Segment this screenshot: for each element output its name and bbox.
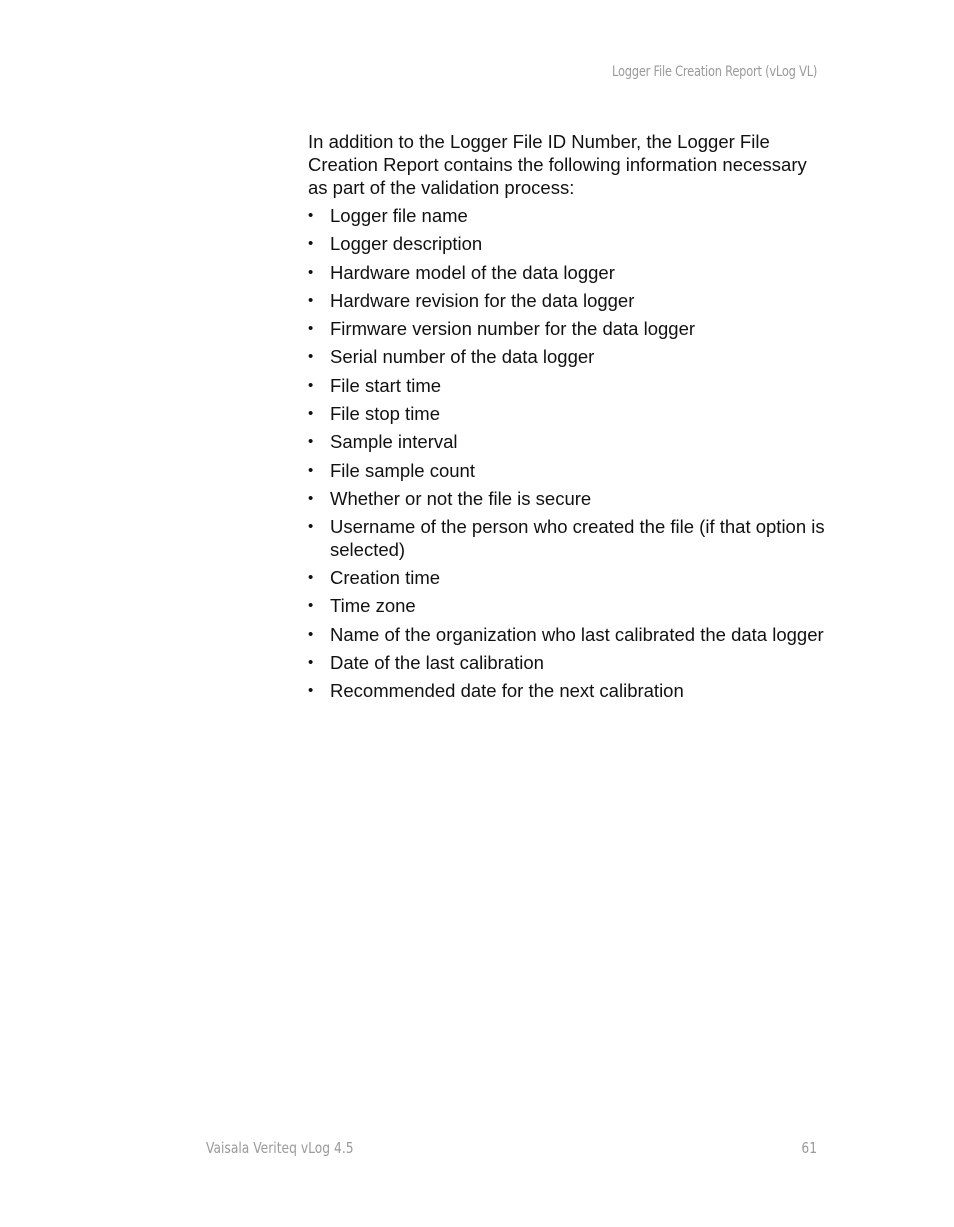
list-item-text: Sample interval xyxy=(330,431,458,453)
list-item xyxy=(308,624,828,647)
list-item-text: Hardware model of the data logger xyxy=(330,261,615,283)
list-item xyxy=(308,680,828,703)
bullet-icon: • xyxy=(308,207,314,224)
list-item xyxy=(308,205,828,228)
list-item-text: Logger description xyxy=(330,233,483,255)
list-item-text: File sample count xyxy=(330,459,475,481)
information-list xyxy=(308,205,828,703)
list-item xyxy=(308,652,828,675)
list-item-text: File start time xyxy=(330,374,442,396)
list-item xyxy=(308,346,828,369)
list-item-text: File stop time xyxy=(330,403,441,425)
intro-paragraph: In addition to the Logger File ID Number, the Logger File Creation Report contains the following information necessary as part of the validation process: xyxy=(308,131,807,198)
list-item-text: Serial number of the data logger xyxy=(330,346,595,368)
bullet-icon: • xyxy=(308,291,314,309)
bullet-icon: • xyxy=(308,489,314,507)
bullet-icon: • xyxy=(308,569,314,587)
list-item xyxy=(308,431,828,454)
main-content xyxy=(308,130,828,709)
list-item xyxy=(308,488,828,511)
bullet-icon: • xyxy=(308,263,314,281)
list-item-text: Time zone xyxy=(330,595,416,617)
bullet-icon: • xyxy=(308,433,314,451)
list-item-text: Logger file name xyxy=(330,205,468,226)
footer-page-number: 61 xyxy=(801,1139,817,1157)
list-item-text: Whether or not the file is secure xyxy=(330,487,592,509)
list-item xyxy=(308,375,828,398)
list-item xyxy=(308,233,828,256)
bullet-icon: • xyxy=(308,682,314,700)
bullet-icon: • xyxy=(308,235,314,253)
bullet-icon: • xyxy=(308,518,314,536)
bullet-icon: • xyxy=(308,320,314,338)
list-item-text: Username of the person who created the file (if that option is selected) xyxy=(330,516,825,560)
list-item-text: Name of the organization who last calibrated the data logger xyxy=(330,623,824,645)
bullet-icon: • xyxy=(308,461,314,479)
list-item-text: Firmware version number for the data logger xyxy=(330,318,696,340)
bullet-icon: • xyxy=(308,625,314,643)
bullet-icon: • xyxy=(308,405,314,423)
bullet-icon: • xyxy=(308,348,314,366)
list-item xyxy=(308,318,828,341)
list-item-text: Recommended date for the next calibration xyxy=(330,680,684,702)
list-item xyxy=(308,460,828,483)
list-item xyxy=(308,567,828,590)
bullet-icon: • xyxy=(308,376,314,394)
list-item xyxy=(308,403,828,426)
bullet-icon: • xyxy=(308,653,314,671)
list-item-text: Creation time xyxy=(330,567,441,589)
list-item xyxy=(308,516,828,561)
list-item xyxy=(308,262,828,285)
bullet-icon: • xyxy=(308,597,314,615)
footer-product-name: Vaisala Veriteq vLog 4.5 xyxy=(206,1139,354,1157)
list-item-text: Date of the last calibration xyxy=(330,651,544,673)
list-item xyxy=(308,595,828,618)
running-header: Logger File Creation Report (vLog VL) xyxy=(611,64,817,80)
list-item-text: Hardware revision for the data logger xyxy=(330,289,635,311)
list-item xyxy=(308,290,828,313)
